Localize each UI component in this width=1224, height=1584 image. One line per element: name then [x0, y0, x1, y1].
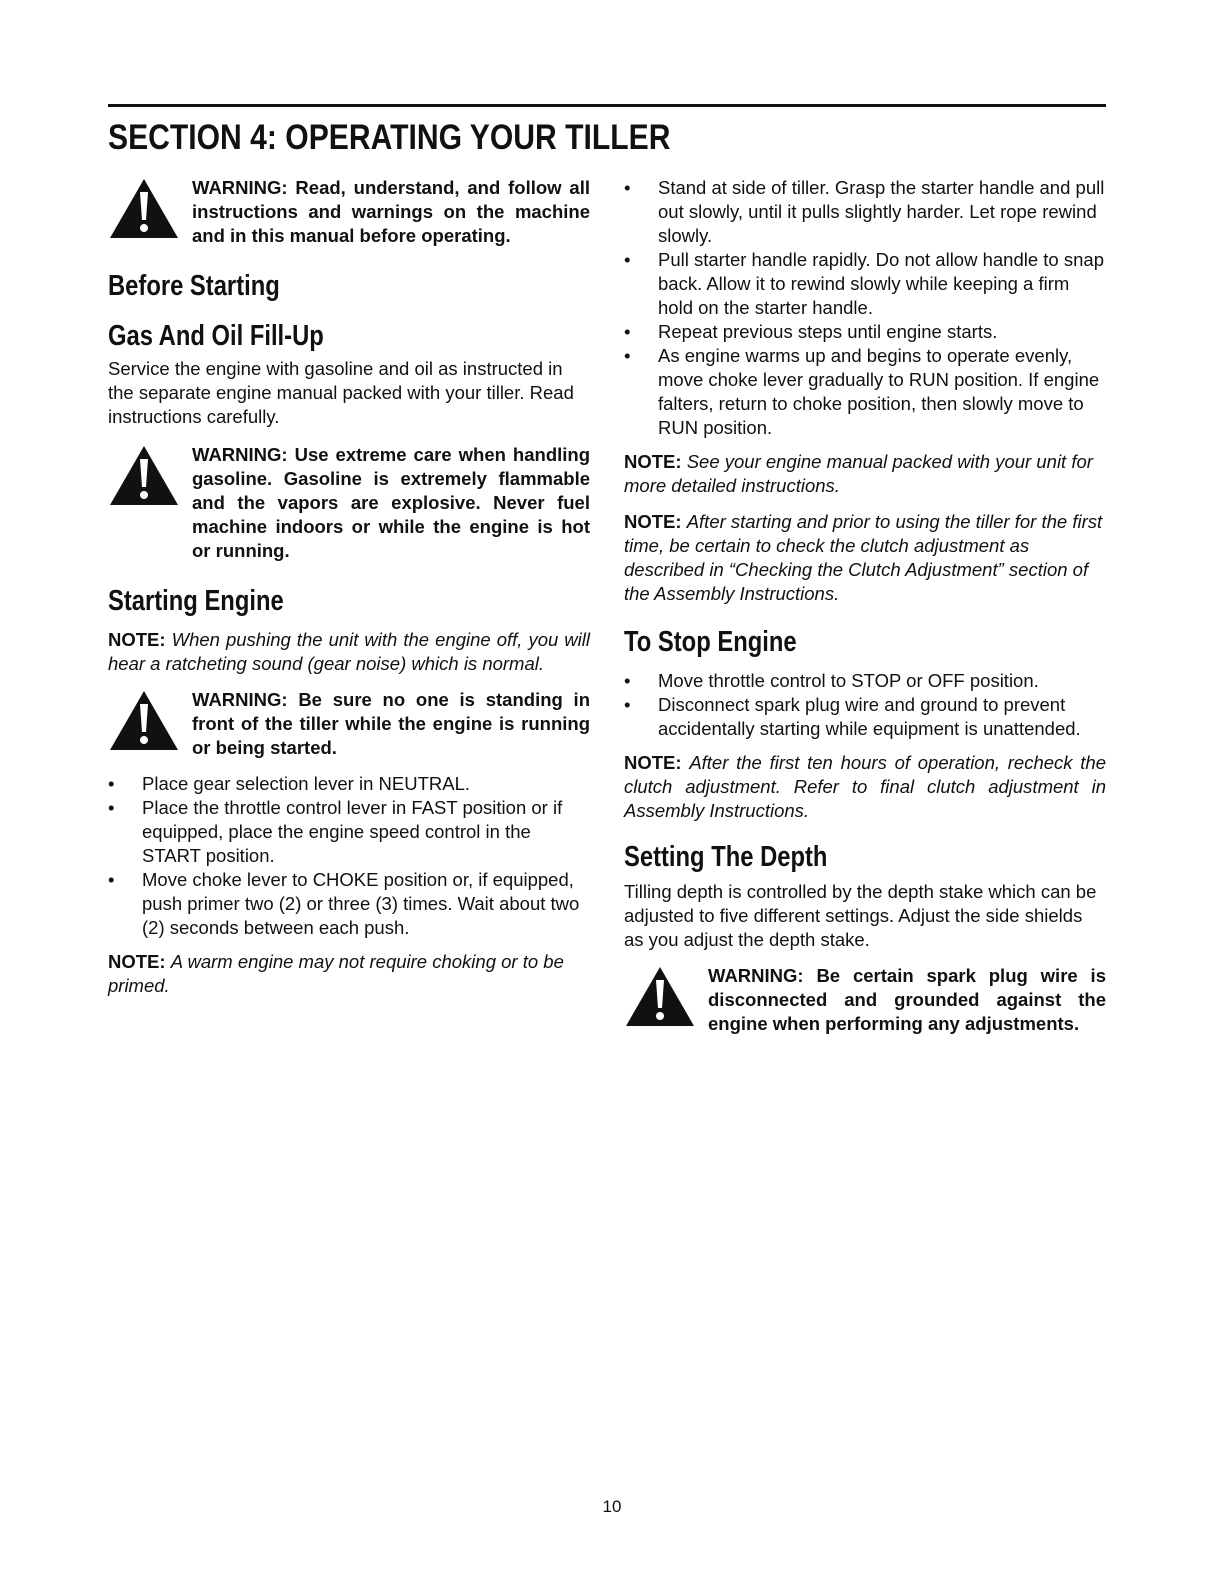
- heading-setting-depth: Setting The Depth: [624, 841, 828, 873]
- note-text: After the first ten hours of operation, recheck the clutch adjustment. Refer to final clutch adjustment in Assembly Instructions.: [624, 752, 1106, 821]
- list-item: • Move choke lever to CHOKE position or, if equipped, push primer two (2) or three (3) times. Wait about two (2) seconds between each push.: [108, 868, 590, 940]
- note-label: NOTE:: [108, 951, 166, 972]
- left-column: [108, 176, 590, 998]
- warning-block-gasoline: [108, 443, 590, 563]
- note-label: NOTE:: [624, 511, 682, 532]
- note-text: A warm engine may not require choking or to be primed.: [108, 951, 564, 996]
- starter-steps-list: [624, 176, 1106, 440]
- warning-triangle-icon: [108, 176, 192, 240]
- warning-text: WARNING: Use extreme care when handling gasoline. Gasoline is extremely flammable and the vapors are explosive. Never fuel machine indoors or while the engine is hot or running.: [192, 444, 590, 561]
- warning-block-standing: [108, 688, 590, 760]
- list-item: • Stand at side of tiller. Grasp the starter handle and pull out slowly, until it pulls slightly harder. Let rope rewind slowly.: [624, 176, 1106, 248]
- warning-text: WARNING: Be sure no one is standing in front of the tiller while the engine is running or being started.: [192, 689, 590, 758]
- note-label: NOTE:: [624, 752, 682, 773]
- stop-steps-list: [624, 669, 1106, 741]
- list-item: • Place the throttle control lever in FAST position or if equipped, place the engine speed control in the START position.: [108, 796, 590, 868]
- right-column: [624, 176, 1106, 1036]
- note-engine-manual: [624, 450, 1106, 498]
- warning-block-spark-plug: [624, 964, 1106, 1036]
- gas-oil-paragraph: Service the engine with gasoline and oil as instructed in the separate engine manual packed with your tiller. Read instructions carefully.: [108, 358, 574, 427]
- note-label: NOTE:: [108, 629, 166, 650]
- page-number: 10: [602, 1497, 622, 1516]
- list-item: • Disconnect spark plug wire and ground to prevent accidentally starting while equipment is unattended.: [624, 693, 1106, 741]
- warning-triangle-icon: [108, 443, 192, 507]
- list-item: • Place gear selection lever in NEUTRAL.: [108, 772, 590, 796]
- heading-starting-engine: Starting Engine: [108, 585, 284, 617]
- starting-steps-list: [108, 772, 590, 940]
- header-rule: [108, 104, 1106, 107]
- list-item: • Pull starter handle rapidly. Do not allow handle to snap back. Allow it to rewind slowly while keeping a firm hold on the starter handle.: [624, 248, 1106, 320]
- heading-gas-oil-fill-up: Gas And Oil Fill-Up: [108, 320, 324, 352]
- heading-stop-engine: To Stop Engine: [624, 626, 797, 658]
- heading-before-starting: Before Starting: [108, 270, 280, 302]
- list-item: • Move throttle control to STOP or OFF position.: [624, 669, 1106, 693]
- note-label: NOTE:: [624, 451, 682, 472]
- section-title: SECTION 4: OPERATING YOUR TILLER: [108, 118, 671, 157]
- depth-paragraph: Tilling depth is controlled by the depth stake which can be adjusted to five different settings. Adjust the side shields as you adjust the depth stake.: [624, 881, 1097, 950]
- note-warm-engine: [108, 950, 590, 998]
- note-text: When pushing the unit with the engine off, you will hear a ratcheting sound (gear noise) which is normal.: [108, 629, 591, 674]
- list-item: • Repeat previous steps until engine starts.: [624, 320, 1106, 344]
- note-text: After starting and prior to using the tiller for the first time, be certain to check the clutch adjustment as described in “Checking the Clutch Adjustment” section of the Assembly Instructions.: [624, 511, 1103, 604]
- warning-triangle-icon: [108, 688, 192, 752]
- warning-text: WARNING: Read, understand, and follow all instructions and warnings on the machine and in this manual before operating.: [192, 177, 590, 246]
- note-first-ten-hours: [624, 751, 1106, 823]
- warning-triangle-icon: [624, 964, 708, 1028]
- list-item: • As engine warms up and begins to operate evenly, move choke lever gradually to RUN position. If engine falters, return to choke position, then slowly move to RUN position.: [624, 344, 1106, 440]
- warning-text: WARNING: Be certain spark plug wire is disconnected and grounded against the engine when performing any adjustments.: [708, 965, 1106, 1034]
- warning-block-read-instructions: [108, 176, 590, 248]
- note-clutch-check: [624, 510, 1106, 606]
- note-text: See your engine manual packed with your unit for more detailed instructions.: [624, 451, 1093, 496]
- note-ratcheting: [108, 628, 590, 676]
